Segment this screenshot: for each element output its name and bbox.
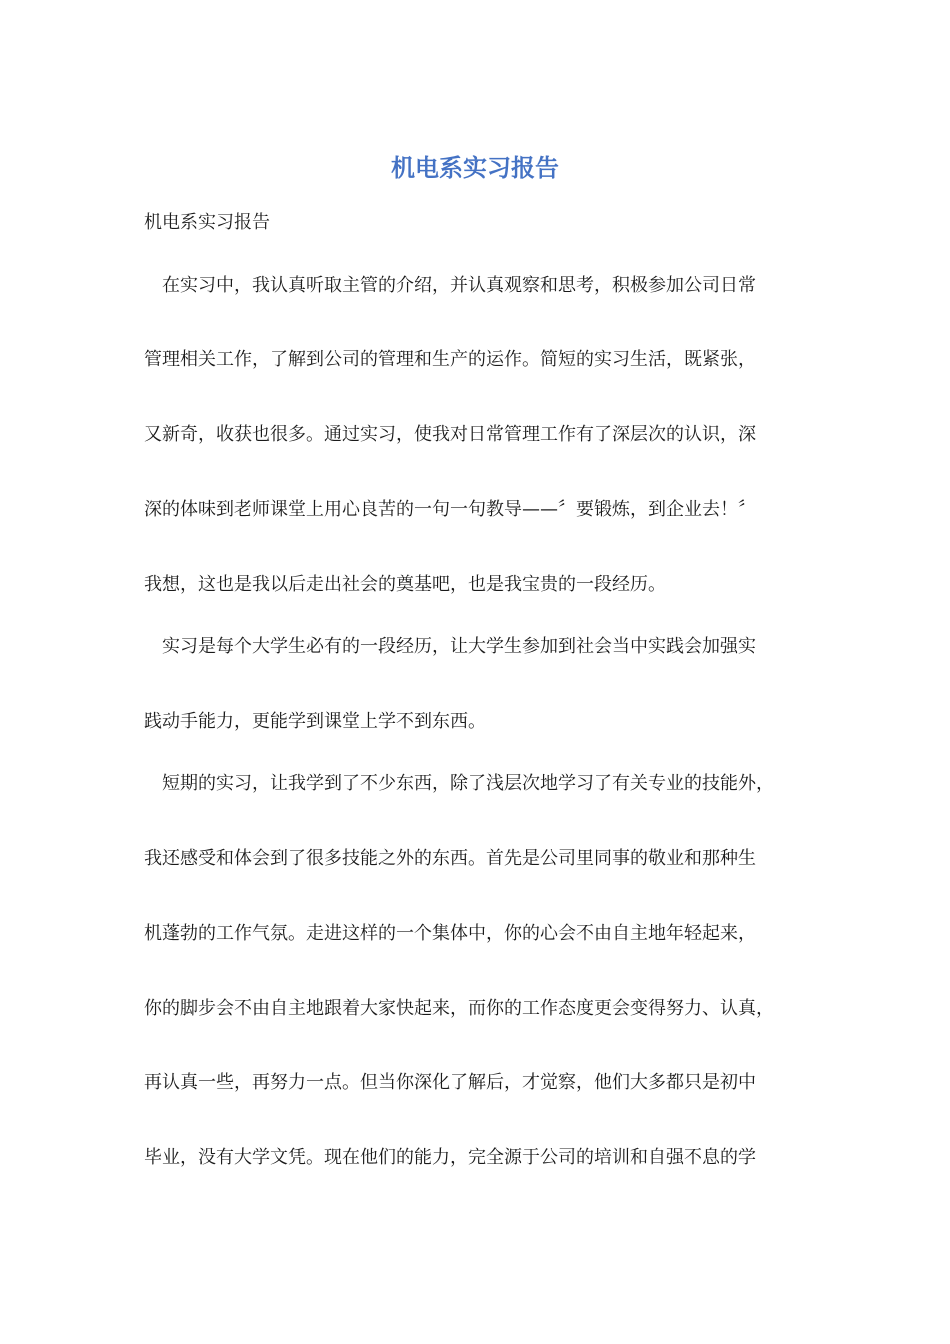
- text-line: 管理相关工作，了解到公司的管理和生产的运作。简短的实习生活，既紧张，: [144, 349, 756, 370]
- text-line: 机蓬勃的工作气氛。走进这样的一个集体中，你的心会不由自主地年轻起来，: [144, 923, 756, 944]
- text-line: 践动手能力，更能学到课堂上学不到东西。: [144, 711, 486, 732]
- text-line: 在实习中，我认真听取主管的介绍，并认真观察和思考，积极参加公司日常: [144, 275, 756, 296]
- document-subtitle: 机电系实习报告: [144, 212, 270, 233]
- text-line: 你的脚步会不由自主地跟着大家快起来，而你的工作态度更会变得努力、认真，: [144, 998, 774, 1019]
- document-title: 机电系实习报告: [391, 153, 559, 182]
- text-line: 我还感受和体会到了很多技能之外的东西。首先是公司里同事的敬业和那种生: [144, 848, 756, 869]
- text-line: 短期的实习，让我学到了不少东西，除了浅层次地学习了有关专业的技能外，: [144, 773, 774, 794]
- text-line: 毕业，没有大学文凭。现在他们的能力，完全源于公司的培训和自强不息的学: [144, 1147, 756, 1168]
- text-line: 再认真一些，再努力一点。但当你深化了解后，才觉察，他们大多都只是初中: [144, 1072, 756, 1093]
- text-line: 实习是每个大学生必有的一段经历，让大学生参加到社会当中实践会加强实: [144, 636, 756, 657]
- text-line: 深的体味到老师课堂上用心良苦的一句一句教导——〞要锻炼，到企业去！〞: [144, 499, 756, 520]
- text-line: 我想，这也是我以后走出社会的奠基吧，也是我宝贵的一段经历。: [144, 574, 666, 595]
- text-line: 又新奇，收获也很多。通过实习，使我对日常管理工作有了深层次的认识，深: [144, 424, 756, 445]
